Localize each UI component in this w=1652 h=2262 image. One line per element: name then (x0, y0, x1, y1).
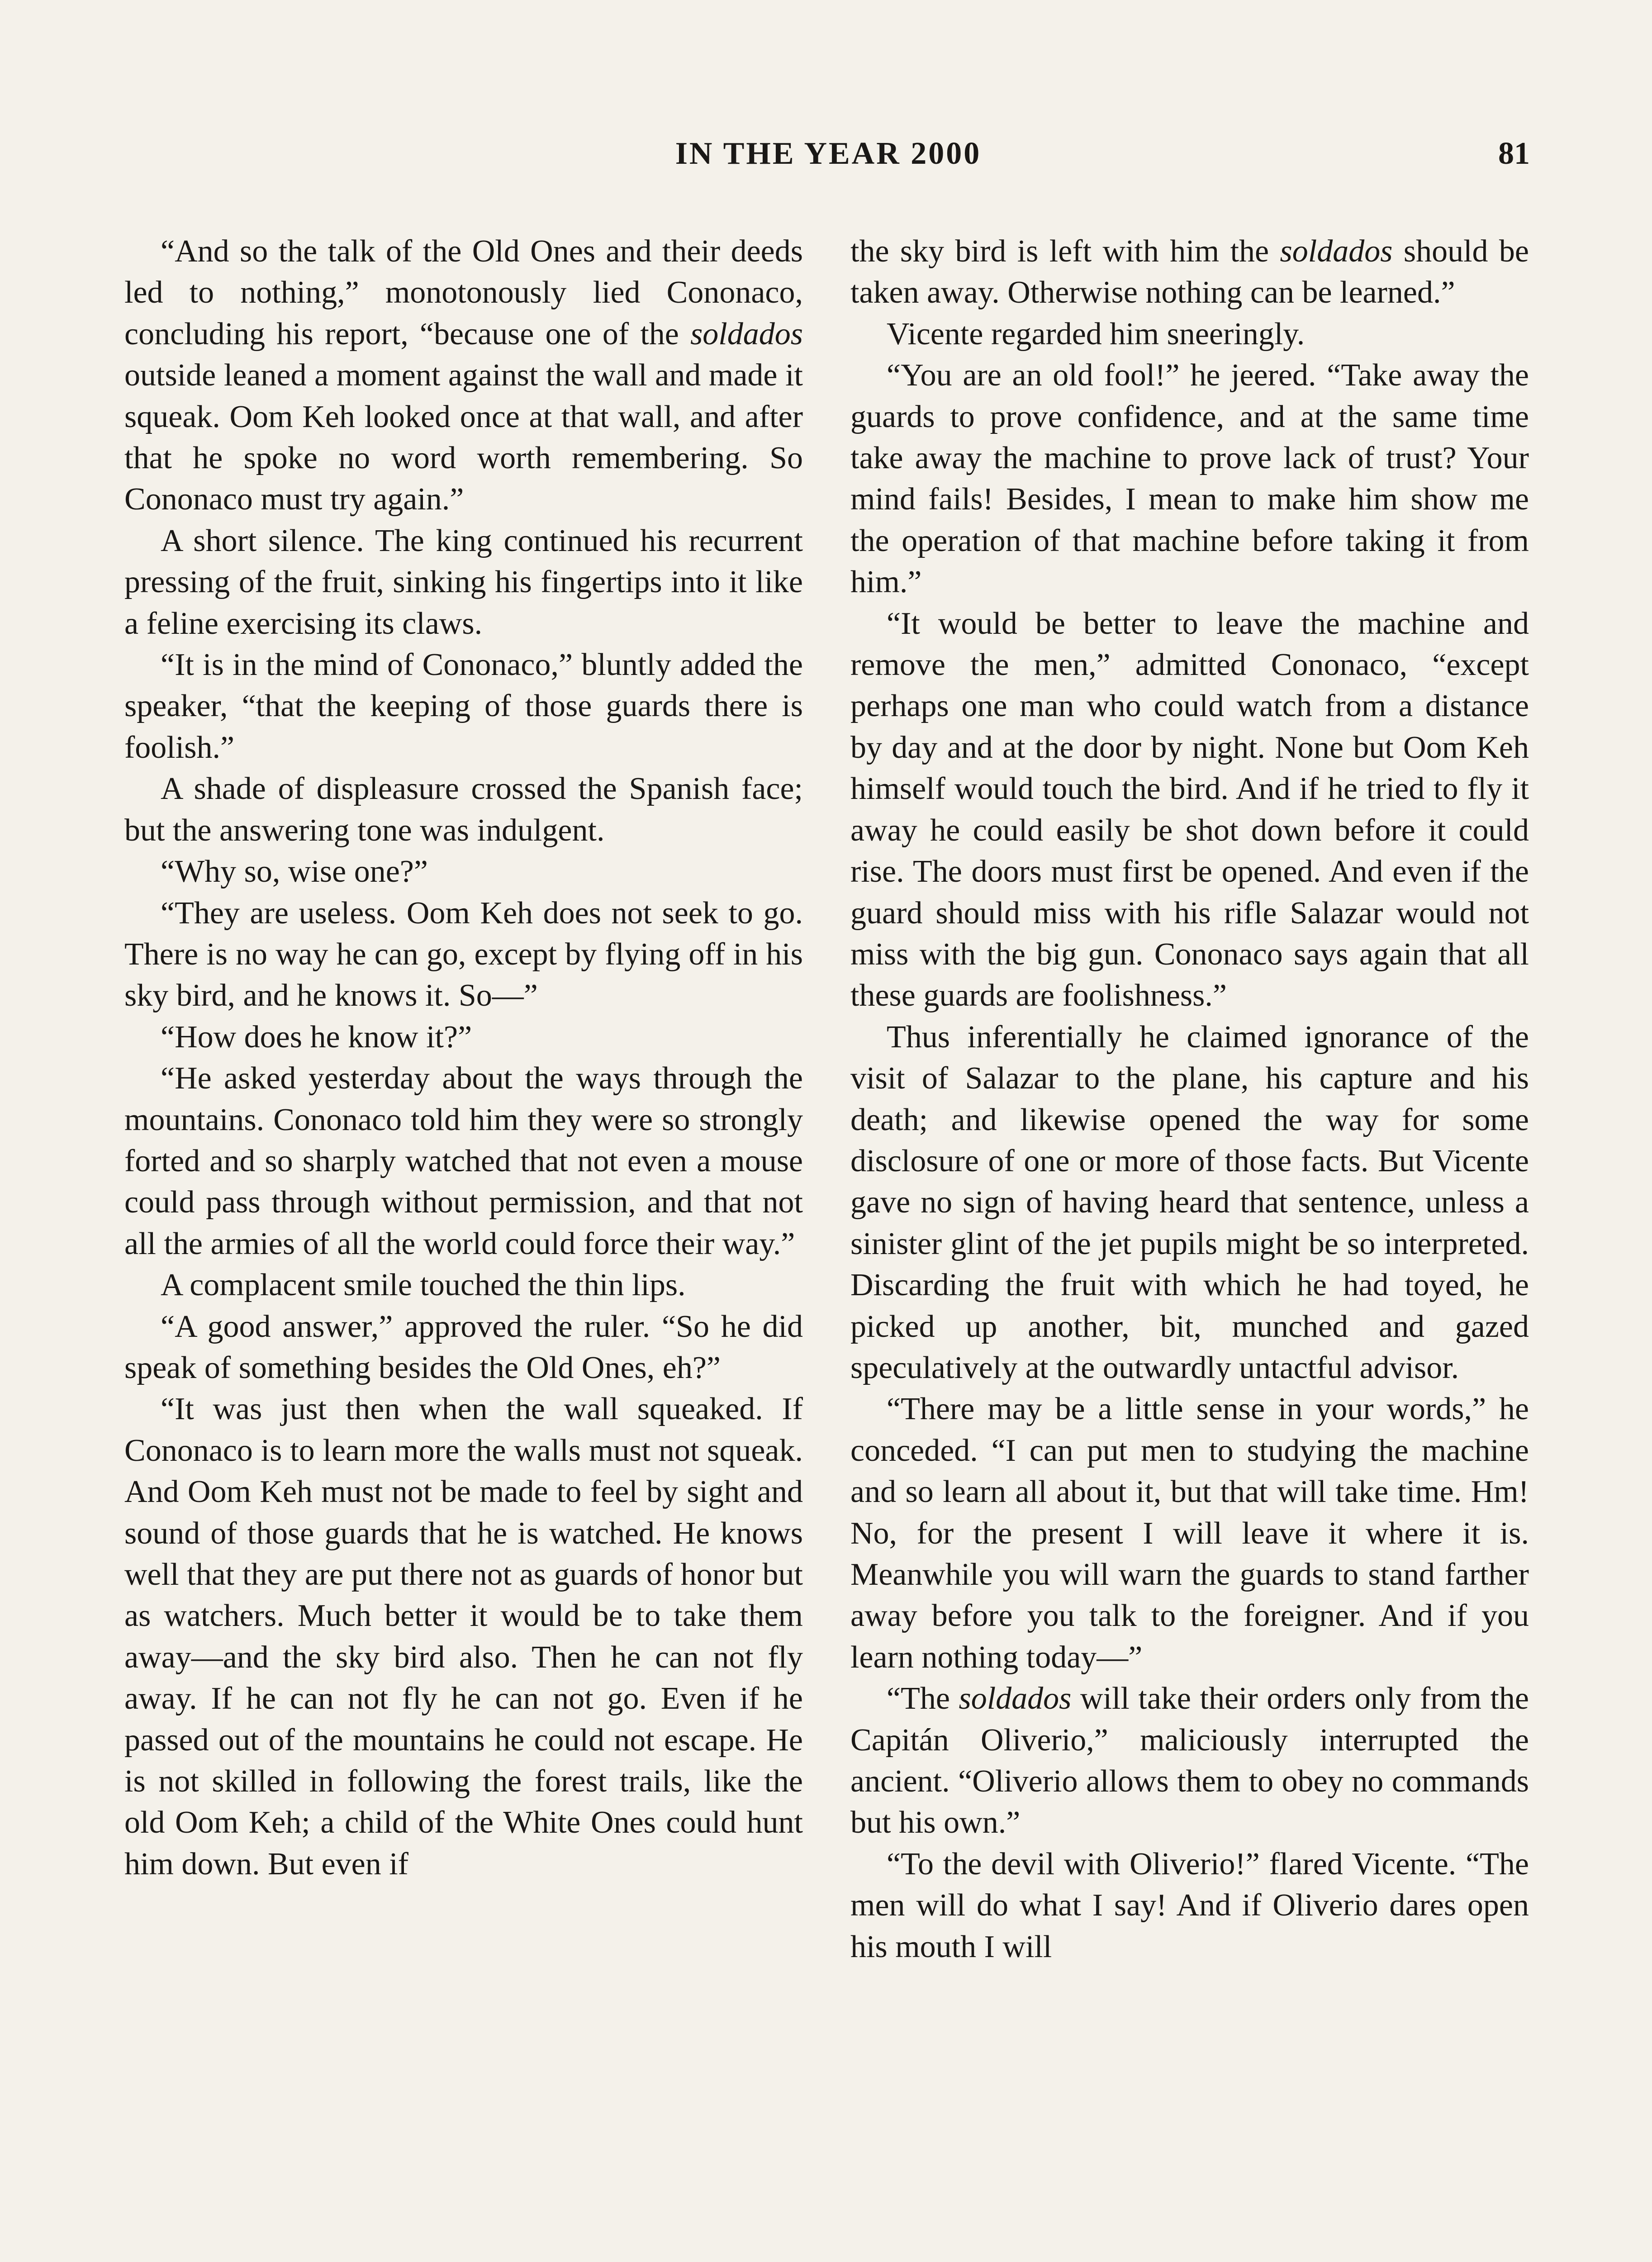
paragraph: “There may be a little sense in your words,” he conceded. “I can put men to studying the machine and so learn all about it, but that will take time. Hm! No, for the present I will leave it where it is. Meanwhile you will warn the guards to stand farther away before you talk to the foreigner. And if you learn nothing today—” (850, 1392, 1529, 1675)
paragraph: Thus inferentially he claimed ignorance of the visit of Salazar to the plane, his capture and his death; and likewise opened the way for some disclosure of one or more of those facts. But Vicente gave no sign of having heard that sentence, unless a sinister glint of the jet pupils might be so interpreted. Discarding the fruit with which he had toyed, he picked up another, bit, munched and gazed speculatively at the outwardly untactful advisor. (850, 1019, 1529, 1385)
page-header (127, 136, 1530, 185)
paragraph: “The soldados will take their orders only from the Capitán Oliverio,” maliciously interrupted the ancient. “Oliverio allows them to obey no commands but his own.” (850, 1681, 1529, 1840)
paragraph: Vicente regarded him sneeringly. (887, 316, 1305, 352)
paragraph: “You are an old fool!” he jeered. “Take away the guards to prove confidence, and at the same time take away the machine to prove lack of trust? Your mind fails! Besides, I mean to make him show me the operation of that machine before taking it from him.” (850, 358, 1529, 600)
left-text-column (124, 231, 803, 1885)
paragraph: “It is in the mind of Cononaco,” bluntly added the speaker, “that the keeping of those guards there is foolish.” (124, 647, 803, 765)
paragraph: “They are useless. Oom Keh does not seek to go. There is no way he can go, except by flying off in his sky bird, and he knows it. So—” (124, 895, 803, 1013)
paragraph: “And so the talk of the Old Ones and their deeds led to nothing,” monotonously lied Cononaco, concluding his report, “because one of the soldados outside leaned a moment against the wall and made it squeak. Oom Keh looked once at that wall, and after that he spoke no word worth remembering. So Cononaco must try again.” (124, 234, 803, 517)
paragraph: A short silence. The king continued his recurrent pressing of the fruit, sinking his fingertips into it like a feline exercising its claws. (124, 523, 803, 641)
paragraph: “It would be better to leave the machine and remove the men,” admitted Cononaco, “except perhaps one man who could watch from a distance by day and at the door by night. None but Oom Keh himself would touch the bird. And if he tried to fly it away he could easily be shot down before it could rise. The doors must first be opened. And even if the guard should miss with his rifle Salazar would not miss with the big gun. Cononaco says again that all these guards are foolishness.” (850, 606, 1529, 1013)
page-number: 81 (1498, 136, 1530, 171)
paragraph: “A good answer,” approved the ruler. “So he did speak of something besides the Old Ones, eh?” (124, 1309, 803, 1385)
paragraph: A shade of displeasure crossed the Spanish face; but the answering tone was indulgent. (124, 771, 803, 848)
paragraph: “It was just then when the wall squeaked. If Cononaco is to learn more the walls must not squeak. And Oom Keh must not be made to feel by sight and sound of those guards that he is watched. He knows well that they are put there not as guards of honor but as watchers. Much better it would be to take them away—and the sky bird also. Then he can not fly away. If he can not fly he can not go. Even if he passed out of the mountains he could not escape. He is not skilled in following the forest trails, like the old Oom Keh; a child of the White Ones could hunt him down. But even if (124, 1392, 803, 1882)
paragraph: “How does he know it?” (161, 1019, 472, 1055)
right-text-column (850, 231, 1529, 1967)
paragraph: A complacent smile touched the thin lips. (161, 1268, 686, 1303)
paragraph: “To the devil with Oliverio!” flared Vicente. “The men will do what I say! And if Oliverio dares open his mouth I will (850, 1846, 1529, 1964)
paragraph: “Why so, wise one?” (161, 854, 428, 889)
running-title: IN THE YEAR 2000 (675, 136, 982, 171)
paragraph: “He asked yesterday about the ways through the mountains. Cononaco told him they were so strongly forted and so sharply watched that not even a mouse could pass through without permission, and that not all the armies of all the world could force their way.” (124, 1061, 803, 1261)
paragraph: the sky bird is left with him the soldados should be taken away. Otherwise nothing can be learned.” (850, 234, 1529, 310)
